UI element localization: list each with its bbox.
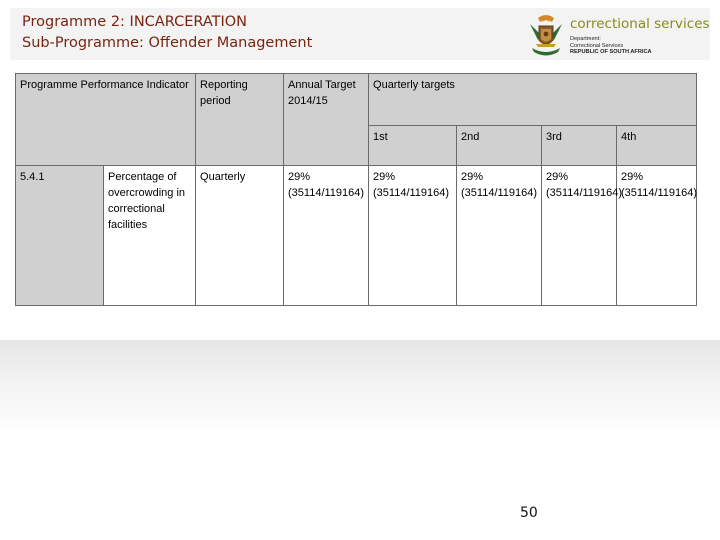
programme-title: Programme 2: INCARCERATION — [22, 14, 248, 30]
header-q3: 3rd — [542, 126, 617, 166]
row-number: 5.4.1 — [16, 166, 104, 306]
row-reporting-period: Quarterly — [196, 166, 284, 306]
logo-department-text — [570, 36, 652, 56]
performance-indicator-table — [15, 73, 697, 306]
row-q1-target: 29% (35114/119164) — [369, 166, 457, 306]
table-header-row — [16, 74, 697, 126]
bottom-gradient — [0, 340, 720, 540]
coat-of-arms-icon — [524, 10, 568, 60]
row-indicator: Percentage of overcrowding in correctional facilities — [104, 166, 196, 306]
header-reporting-period: Reporting period — [196, 74, 284, 166]
row-q4-target: 29% (35114/119164) — [617, 166, 697, 306]
row-annual-target: 29% (35114/119164) — [284, 166, 369, 306]
header-q4: 4th — [617, 126, 697, 166]
logo-dept-line1: Department: — [570, 36, 601, 42]
header-q1: 1st — [369, 126, 457, 166]
table-row — [16, 166, 697, 306]
header-quarterly-targets: Quarterly targets — [369, 74, 697, 126]
logo-dept-line2: Correctional Services — [570, 42, 624, 49]
row-q2-target: 29% (35114/119164) — [457, 166, 542, 306]
row-q3-target: 29% (35114/119164) — [542, 166, 617, 306]
correctional-services-logo — [524, 10, 714, 62]
header-indicator: Programme Performance Indicator — [16, 74, 196, 166]
sub-programme-title: Sub-Programme: Offender Management — [22, 35, 313, 51]
header-annual-target: Annual Target 2014/15 — [284, 74, 369, 166]
logo-dept-line3: REPUBLIC OF SOUTH AFRICA — [570, 49, 652, 56]
slide-title — [22, 12, 312, 54]
logo-brand-text: correctional services — [570, 16, 710, 32]
page-number: 50 — [520, 505, 538, 521]
header-q2: 2nd — [457, 126, 542, 166]
